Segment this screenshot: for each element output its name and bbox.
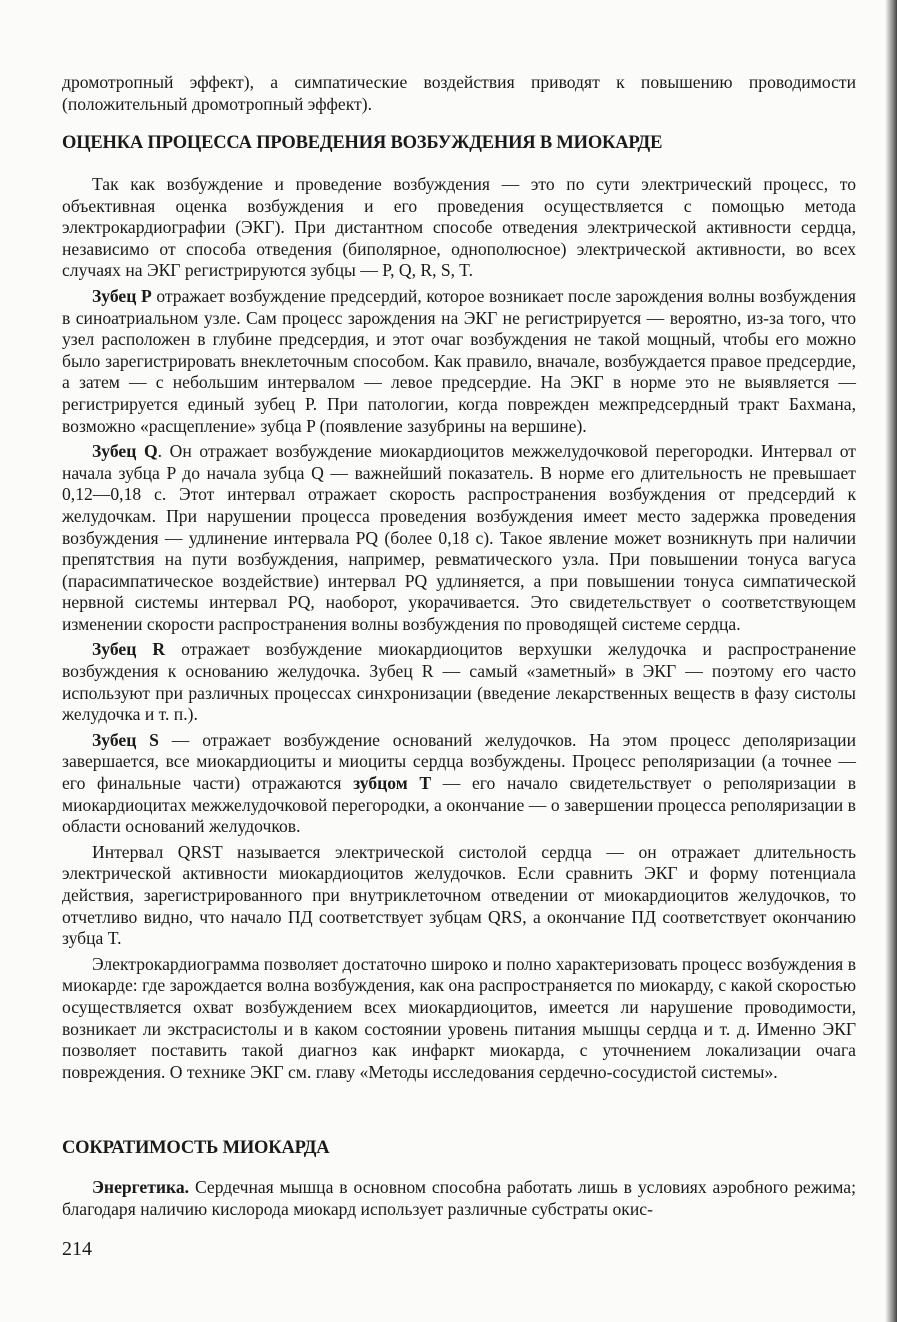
section-body-contractility <box>62 1177 856 1224</box>
intro-block <box>62 72 856 119</box>
term-wave-r: Зубец R <box>92 639 166 660</box>
paragraph-wave-q <box>62 441 856 635</box>
paragraph-wave-p <box>62 286 856 437</box>
intro-paragraph: дромотропный эффект), а симпатические воздействия приводят к повышению проводимости (положительный дромотропный эффект). <box>62 72 856 114</box>
term-wave-s: Зубец S <box>92 729 159 750</box>
paragraph-wave-p-text: отражает возбуждение предсердий, которое возникает после зарождения волны возбуждения в синоатриальном узле. Сам процесс зарождения на ЭКГ не регистрируется — вероятно, из-за того, что узел расположен в глубине предсердия, и этот очаг возбуждения не такой мощный, чтобы его можно было зарегистрировать внеклеточным способом. Как правило, вначале, возбуждается правое предсердие, а затем — с небольшим интервалом — левое предсердие. На ЭКГ в норме это не выявляется — регистрируется единый зубец P. При патологии, когда поврежден межпредсердный тракт Бахмана, возможно «расщепление» зубца P (появление зазубрины на вершине). <box>62 285 856 436</box>
term-wave-p: Зубец Р <box>92 285 152 306</box>
paragraph-wave-s-text: — отражает возбуждение оснований желудочков. На этом процесс деполяризации завершается, все миокардиоциты и миоциты сердца возбуждены. Процесс реполяризации (а точнее — его финальные части) отражаются <box>62 729 856 794</box>
paragraph-ecg-intro: Так как возбуждение и проведение возбуждения — это по сути электрический процесс, то объективная оценка возбуждения и его проведения осуществляется с помощью метода электрокардиографии (ЭКГ). При дистантном способе отведения электрической активности сердца, независимо от способа отведения (биполярное, однополюсное) электрической активности, во всех случаях на ЭКГ регистрируются зубцы — P, Q, R, S, T. <box>62 174 856 281</box>
paragraph-energetics <box>62 1177 856 1220</box>
term-wave-t: зубцом Т <box>353 773 432 794</box>
paragraph-energetics-text: Сердечная мышца в основном способна работать лишь в условиях аэробного режима; благодаря наличию кислорода миокард использует различные субстраты окис- <box>62 1177 856 1219</box>
paragraph-ecg-summary: Электрокардиограмма позволяет достаточно широко и полно характеризовать процесс возбуждения в миокарде: где зарождается волна возбуждения, как она распространяется по миокарду, с какой скоростью осуществляется охват возбуждением всех миокардиоцитов, имеется ли нарушение проводимости, возникает ли экстрасистолы и в каком состоянии уровень питания мышцы сердца и т. д. Именно ЭКГ позволяет поставить такой диагноз как инфаркт миокарда, с уточнением локализации очага повреждения. О технике ЭКГ см. главу «Методы исследования сердечно-сосудистой системы». <box>62 953 856 1082</box>
section-body-conduction <box>62 174 856 1087</box>
paragraph-wave-t-text: — его начало свидетельствует о реполяризации в миокардиоцитах межжелудочковой перегородки, а окончание — о завершении процесса реполяризации в области оснований желудочков. <box>62 773 856 837</box>
section-heading-conduction: ОЦЕНКА ПРОЦЕССА ПРОВЕДЕНИЯ ВОЗБУЖДЕНИЯ В МИОКАРДЕ <box>62 133 663 153</box>
term-wave-q: Зубец Q <box>92 441 158 462</box>
term-energetics: Энергетика. <box>92 1177 190 1197</box>
paragraph-wave-r <box>62 639 856 725</box>
section-heading-contractility: СОКРАТИМОСТЬ МИОКАРДА <box>62 1138 330 1158</box>
paragraph-wave-s <box>62 730 856 838</box>
paragraph-qrst-interval: Интервал QRST называется электрической систолой сердца — он отражает длительность электрической активности миокардиоцитов желудочков. Если сравнить ЭКГ и форму потенциала действия, зарегистрированного при внутриклеточном отведении от миокардиоцитов желудочков, то отчетливо видно, что начало ПД соответствует зубцам QRS, а окончание ПД соответствует окончанию зубца T. <box>62 841 856 949</box>
paragraph-wave-q-text: . Он отражает возбуждение миокардиоцитов межжелудочковой перегородки. Интервал от начала зубца P до начала зубца Q — важнейший показатель. В норме его длительность не превышает 0,12—0,18 с. Этот интервал отражает скорость распространения возбуждения от предсердий к желудочкам. При нарушении процесса проведения возбуждения имеет место задержка проведения возбуждения — удлинение интервала PQ (более 0,18 с). Такое явление может возникнуть при наличии препятствия на пути возбуждения, например, ревматического узла. При повышении тонуса вагуса (парасимпатическое воздействие) интервал PQ удлиняется, а при повышении тонуса симпатической нервной системы интервал PQ, наоборот, укорачивается. Это свидетельствует о соответствующем изменении скорости распространения волны возбуждения по проводящей системе сердца. <box>62 441 856 634</box>
paragraph-wave-r-text: отражает возбуждение миокардиоцитов верхушки желудочка и распространение возбуждения к основанию желудочка. Зубец R — самый «заметный» в ЭКГ — поэтому его часто используют при различных процессах синхронизации (введение лекарственных веществ в фазу систолы желудочка и т. п.). <box>62 639 857 725</box>
scan-edge-shadow <box>885 0 897 1322</box>
page-number: 214 <box>62 1238 92 1260</box>
